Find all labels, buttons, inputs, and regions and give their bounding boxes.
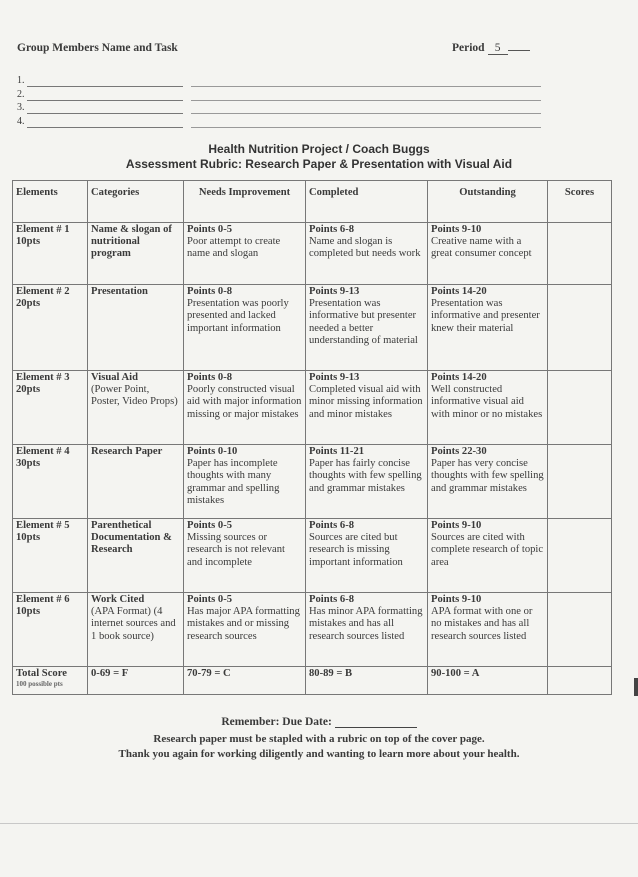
member-number: 2. (17, 89, 25, 100)
due-date-line (0, 716, 638, 728)
score-cell[interactable] (548, 371, 612, 445)
member-name-line[interactable] (27, 86, 183, 87)
table-row (13, 223, 612, 285)
member-task-line[interactable] (191, 127, 541, 128)
element-cell: Element # 3 20pts (13, 371, 88, 445)
element-cell: Element # 6 10pts (13, 593, 88, 667)
element-cell: Element # 2 20pts (13, 285, 88, 371)
outstanding-cell: Points 22-30 Paper has very concise thoughts with few spelling and grammar mistakes (428, 445, 548, 519)
rubric-title: Assessment Rubric: Research Paper & Presentation with Visual Aid (125, 157, 513, 171)
project-title: Health Nutrition Project / Coach Buggs (208, 142, 430, 156)
member-number: 3. (17, 102, 25, 113)
completed-cell: Points 11-21 Paper has fairly concise thoughts with few spelling and grammar mistakes (306, 445, 428, 519)
category-cell: Research Paper (88, 445, 184, 519)
outstanding-cell: Points 14-20 Presentation was informative and presenter knew their material (428, 285, 548, 371)
needs-improvement-cell: Points 0-8 Poorly constructed visual aid with major information missing or major mistakes (184, 371, 306, 445)
score-cell[interactable] (548, 445, 612, 519)
score-cell[interactable] (548, 519, 612, 593)
element-cell: Element # 4 30pts (13, 445, 88, 519)
col-header-scores: Scores (548, 181, 612, 223)
table-row (13, 593, 612, 667)
completed-cell: Points 9-13 Completed visual aid with minor missing information and minor mistakes (306, 371, 428, 445)
member-task-line[interactable] (191, 100, 541, 101)
outstanding-cell: Points 9-10 Sources are cited with complete research of topic area (428, 519, 548, 593)
category-cell: Parenthetical Documentation & Research (88, 519, 184, 593)
member-name-line[interactable] (27, 127, 183, 128)
remember-label: Remember: Due Date: (221, 716, 332, 728)
needs-improvement-cell: Points 0-5 Missing sources or research is not relevant and incomplete (184, 519, 306, 593)
member-task-line[interactable] (191, 113, 541, 114)
rubric-table (12, 180, 612, 695)
needs-improvement-cell: Points 0-5 Poor attempt to create name and slogan (184, 223, 306, 285)
col-header-outstanding: Outstanding (428, 181, 548, 223)
col-header-needs-improvement: Needs Improvement (184, 181, 306, 223)
grade-b: 80-89 = B (306, 667, 428, 695)
member-name-line[interactable] (27, 100, 183, 101)
outstanding-cell: Points 14-20 Well constructed informative visual aid with minor or no mistakes (428, 371, 548, 445)
total-score-row (13, 667, 612, 695)
period-value[interactable]: 5 (488, 42, 508, 55)
outstanding-cell: Points 9-10 Creative name with a great consumer concept (428, 223, 548, 285)
staple-note: Research paper must be stapled with a rubric on top of the cover page. (153, 733, 485, 745)
table-row (13, 285, 612, 371)
completed-cell: Points 6-8 Has minor APA formatting mistakes and has all research sources listed (306, 593, 428, 667)
col-header-categories: Categories (88, 181, 184, 223)
member-task-line[interactable] (191, 86, 541, 87)
score-cell[interactable] (548, 593, 612, 667)
due-date-blank[interactable] (335, 717, 417, 728)
category-cell: Work Cited (APA Format) (4 internet sources and 1 book source) (88, 593, 184, 667)
completed-cell: Points 9-13 Presentation was informative but presenter needed a better understanding of material (306, 285, 428, 371)
member-number: 4. (17, 116, 25, 127)
element-cell: Element # 5 10pts (13, 519, 88, 593)
grade-c: 70-79 = C (184, 667, 306, 695)
category-cell: Presentation (88, 285, 184, 371)
thank-you-note: Thank you again for working diligently and wanting to learn more about your health. (118, 748, 520, 760)
member-number: 1. (17, 75, 25, 86)
group-members-label: Group Members Name and Task (17, 42, 178, 54)
outstanding-cell: Points 9-10 APA format with one or no mistakes and has all research sources listed (428, 593, 548, 667)
table-row (13, 519, 612, 593)
total-score-label-cell: Total Score 100 possible pts (13, 667, 88, 695)
needs-improvement-cell: Points 0-8 Presentation was poorly presented and lacked important information (184, 285, 306, 371)
col-header-completed: Completed (306, 181, 428, 223)
page-edge-line (0, 823, 638, 824)
member-name-line[interactable] (27, 113, 183, 114)
needs-improvement-cell: Points 0-5 Has major APA formatting mistakes and or missing research sources (184, 593, 306, 667)
col-header-elements: Elements (13, 181, 88, 223)
total-score-cell[interactable] (548, 667, 612, 695)
completed-cell: Points 6-8 Name and slogan is completed but needs work (306, 223, 428, 285)
score-cell[interactable] (548, 223, 612, 285)
period-field (452, 42, 530, 55)
needs-improvement-cell: Points 0-10 Paper has incomplete thoughts with many grammar and spelling mistakes (184, 445, 306, 519)
table-row (13, 445, 612, 519)
category-cell: Visual Aid (Power Point, Poster, Video Props) (88, 371, 184, 445)
element-cell: Element # 1 10pts (13, 223, 88, 285)
period-blank (508, 50, 530, 51)
table-header-row (13, 181, 612, 223)
grade-a: 90-100 = A (428, 667, 548, 695)
score-cell[interactable] (548, 285, 612, 371)
scan-mark (634, 678, 638, 696)
period-label: Period (452, 42, 485, 54)
table-row (13, 371, 612, 445)
completed-cell: Points 6-8 Sources are cited but research is missing important information (306, 519, 428, 593)
category-cell: Name & slogan of nutritional program (88, 223, 184, 285)
grade-f: 0-69 = F (88, 667, 184, 695)
